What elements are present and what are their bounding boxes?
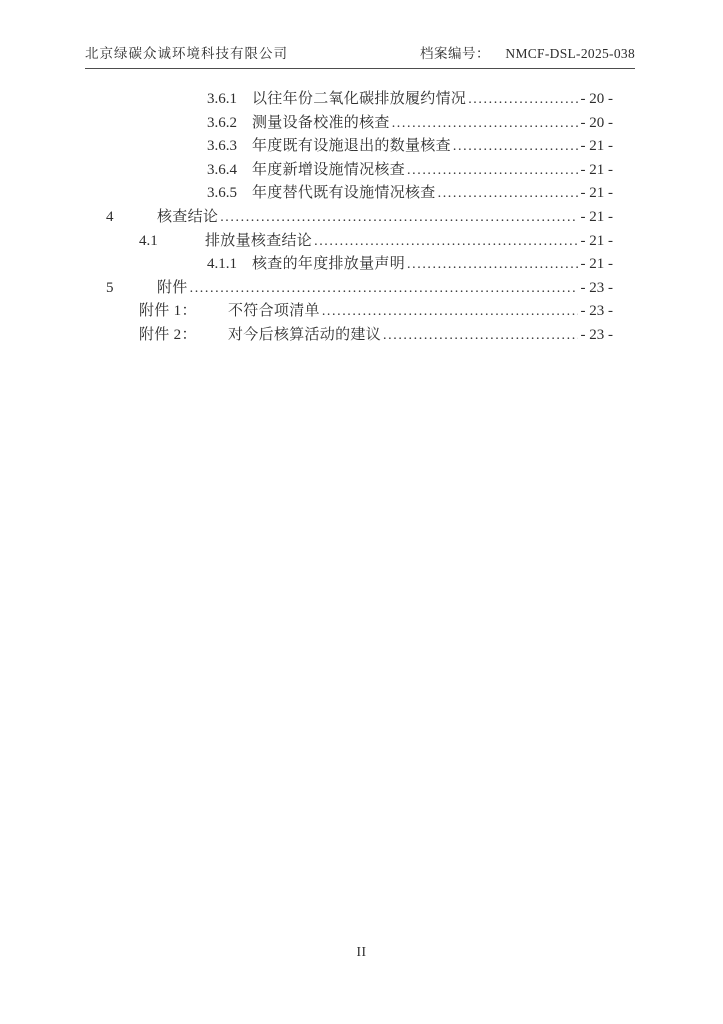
toc-entry-page: - 23 - [580, 326, 613, 343]
dot-leader [322, 300, 578, 324]
dot-leader [438, 182, 578, 206]
toc-entry-title: 对今后核算活动的建议 [228, 326, 382, 343]
toc-entry-title: 年度新增设施情况核查 [252, 161, 406, 178]
toc-entry-number: 5 [106, 279, 114, 296]
toc-entry-page: - 21 - [580, 256, 613, 273]
toc-entry [85, 253, 613, 277]
toc-entry-number: 3.6.3 [207, 138, 237, 155]
toc-entry-page: - 21 - [580, 185, 613, 202]
toc-entry-number: 附件 1： [139, 303, 197, 320]
toc-entry-title: 年度替代既有设施情况核查 [252, 185, 436, 202]
toc-entry-page: - 21 - [580, 138, 613, 155]
toc-entry-page: - 23 - [580, 279, 613, 296]
toc-entry [85, 206, 613, 230]
page-number: II [356, 944, 367, 959]
toc-entry [85, 300, 613, 324]
toc-entry-title: 测量设备校准的核查 [252, 114, 390, 131]
toc-entry-page: - 20 - [580, 114, 613, 131]
company-name: 北京绿碳众诚环境科技有限公司 [85, 46, 288, 61]
page-footer [0, 944, 723, 960]
toc-entry-title: 以往年份二氧化碳排放履约情况 [252, 91, 467, 107]
dot-leader [220, 206, 577, 230]
doc-number [420, 42, 635, 62]
toc-entry [85, 112, 613, 136]
toc-entry-title: 年度既有设施退出的数量核查 [252, 138, 451, 155]
toc-entry-page: - 21 - [580, 208, 613, 225]
toc-entry-number: 4 [106, 208, 114, 225]
table-of-contents [85, 88, 613, 348]
toc-entry [85, 182, 613, 206]
doc-number-value: NMCF-DSL-2025-038 [505, 46, 635, 61]
toc-entry-number: 3.6.5 [207, 185, 237, 202]
toc-entry-number: 4.1 [139, 232, 158, 249]
toc-entry-number: 3.6.4 [207, 161, 237, 178]
toc-entry-title: 排放量核查结论 [205, 232, 313, 249]
dot-leader [453, 135, 578, 159]
dot-leader [383, 324, 577, 348]
toc-entry-title: 核查的年度排放量声明 [252, 256, 406, 273]
toc-entry [85, 230, 613, 254]
toc-entry-number: 3.6.1 [207, 91, 237, 107]
doc-number-label: 档案编号： [420, 46, 491, 61]
toc-entry-page: - 20 - [580, 91, 613, 107]
toc-entry-page: - 21 - [580, 161, 613, 178]
dot-leader [468, 88, 577, 112]
toc-entry-page: - 21 - [580, 232, 613, 249]
page-header [85, 42, 635, 69]
toc-entry [85, 135, 613, 159]
toc-entry-page: - 23 - [580, 303, 613, 320]
toc-entry [85, 88, 613, 112]
dot-leader [392, 112, 578, 136]
dot-leader [407, 253, 577, 277]
toc-entry [85, 277, 613, 301]
toc-entry-number: 附件 2： [139, 326, 197, 343]
toc-entry-title: 不符合项清单 [228, 303, 320, 320]
toc-entry-number: 4.1.1 [207, 256, 237, 273]
toc-entry-title: 附件 [157, 279, 188, 296]
toc-entry-number: 3.6.2 [207, 114, 237, 131]
dot-leader [407, 159, 577, 183]
toc-entry [85, 324, 613, 348]
dot-leader [314, 230, 577, 254]
toc-entry [85, 159, 613, 183]
toc-entry-title: 核查结论 [157, 208, 219, 225]
dot-leader [190, 277, 578, 301]
